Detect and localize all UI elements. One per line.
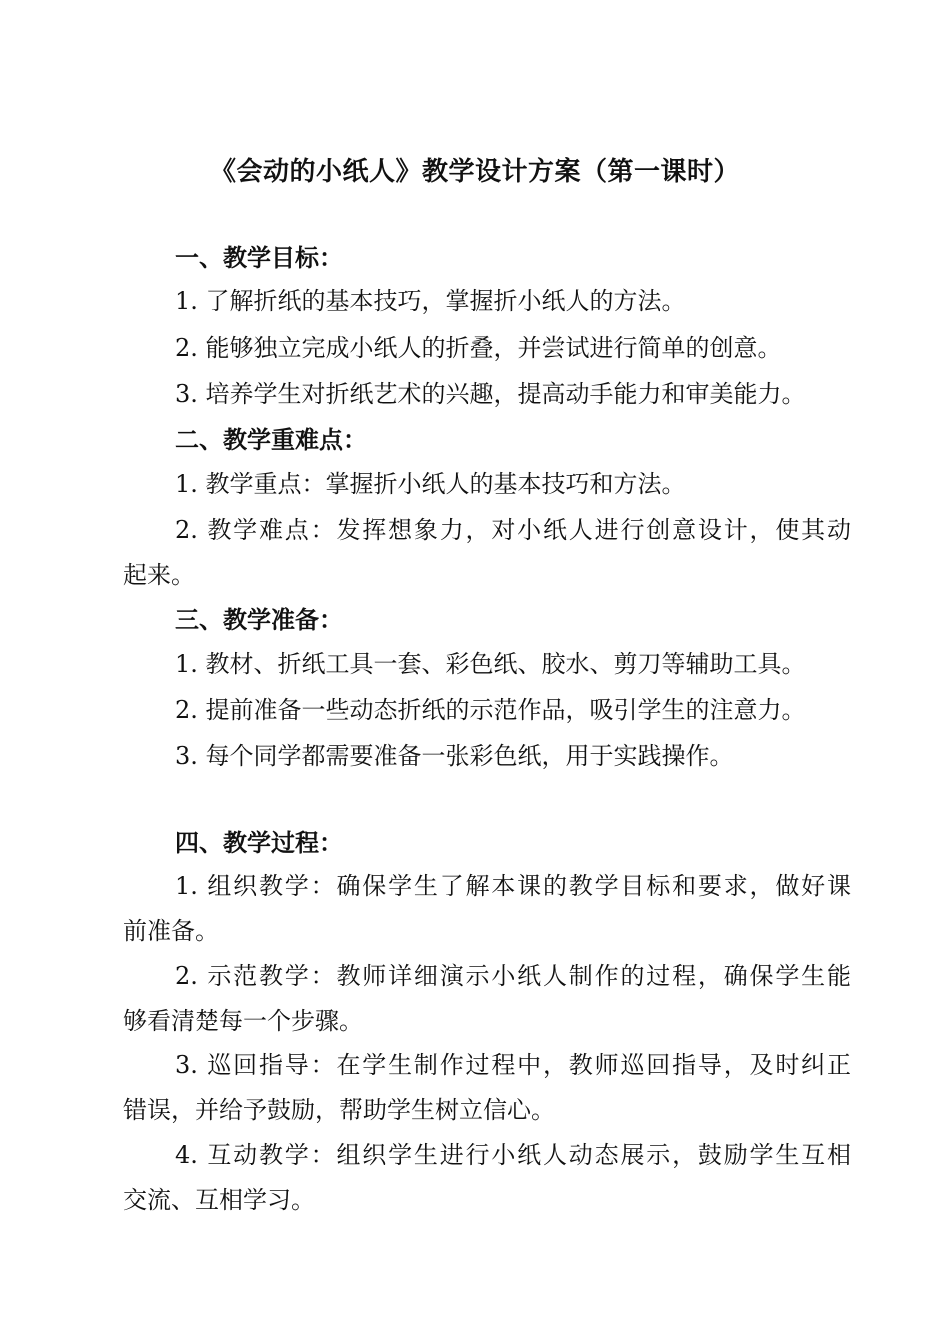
paragraph-continuation: 错误，并给予鼓励，帮助学生树立信心。 (123, 1096, 555, 1124)
document-title: 《会动的小纸人》教学设计方案（第一课时） (209, 157, 740, 187)
paragraph-line: 2. 教学难点：发挥想象力，对小纸人进行创意设计，使其动 (175, 516, 851, 544)
section-heading-process: 四、教学过程： (175, 828, 343, 857)
section-heading-objectives: 一、教学目标： (175, 243, 343, 272)
paragraph-line: 4. 互动教学：组织学生进行小纸人动态展示，鼓励学生互相 (175, 1141, 851, 1169)
paragraph-line: 1. 组织教学：确保学生了解本课的教学目标和要求，做好课 (175, 872, 851, 900)
paragraph-continuation: 够看清楚每一个步骤。 (123, 1007, 363, 1035)
paragraph-continuation: 前准备。 (123, 917, 219, 945)
section-heading-preparation: 三、教学准备： (175, 605, 343, 634)
paragraph-continuation: 交流、互相学习。 (123, 1186, 315, 1214)
paragraph-line: 1. 教学重点：掌握折小纸人的基本技巧和方法。 (175, 470, 686, 498)
paragraph-line: 1. 了解折纸的基本技巧，掌握折小纸人的方法。 (175, 287, 686, 315)
paragraph-line: 3. 每个同学都需要准备一张彩色纸，用于实践操作。 (175, 742, 734, 770)
paragraph-line: 3. 巡回指导：在学生制作过程中，教师巡回指导，及时纠正 (175, 1051, 851, 1079)
paragraph-line: 1. 教材、折纸工具一套、彩色纸、胶水、剪刀等辅助工具。 (175, 650, 806, 678)
paragraph-line: 2. 能够独立完成小纸人的折叠，并尝试进行简单的创意。 (175, 334, 782, 362)
paragraph-line: 2. 提前准备一些动态折纸的示范作品，吸引学生的注意力。 (175, 696, 806, 724)
section-heading-key-points: 二、教学重难点： (175, 425, 367, 454)
paragraph-line: 2. 示范教学：教师详细演示小纸人制作的过程，确保学生能 (175, 962, 851, 990)
paragraph-line: 3. 培养学生对折纸艺术的兴趣，提高动手能力和审美能力。 (175, 380, 806, 408)
paragraph-continuation: 起来。 (123, 561, 195, 589)
